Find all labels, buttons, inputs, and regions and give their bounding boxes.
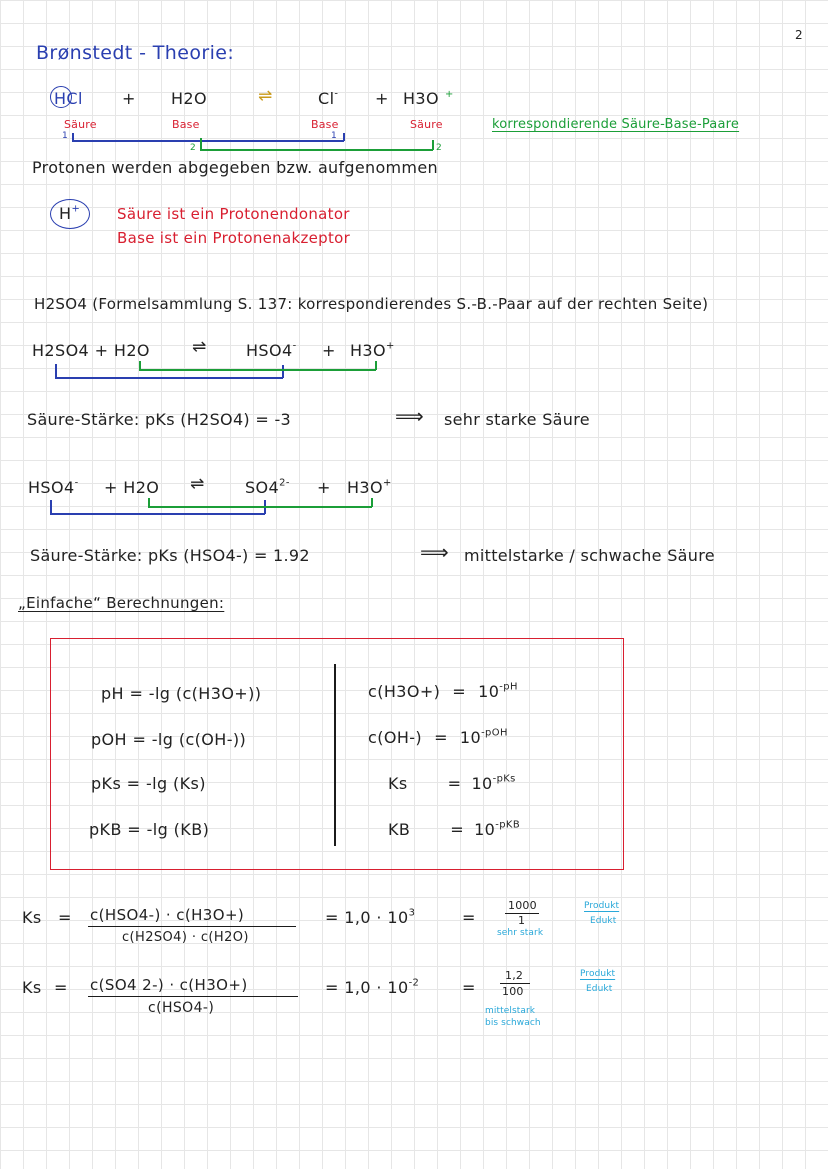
acid-strength-2: Säure-Stärke: pKs (HSO4-) = 1.92 <box>30 546 310 565</box>
reaction1-plus1: + <box>122 89 136 108</box>
page-title: Brønstedt - Theorie: <box>36 42 235 64</box>
reaction1-chloride: Cl- <box>318 88 339 108</box>
strength-result-1: sehr starke Säure <box>444 410 590 429</box>
r3-blue-bar <box>50 513 265 515</box>
r2-blue-tick-left <box>55 364 57 378</box>
calc-heading: „Einfache“ Berechnungen: <box>18 594 225 612</box>
ks1-lhs: Ks <box>22 908 42 927</box>
reaction3-so4: $SO4^{2-}$ <box>245 477 290 497</box>
r2-blue-bar <box>55 377 283 379</box>
base-definition: Base ist ein Protonenakzeptor <box>117 229 351 247</box>
r3-blue-tick-left <box>50 500 52 514</box>
label-base-1: Base <box>172 118 200 131</box>
reaction3-arrow-icon: ⇌ <box>190 474 205 494</box>
ks1-numerator: c(HSO4-) · c(H3O+) <box>90 906 245 924</box>
ks2-fraction-numerator: 1,2 <box>505 969 524 982</box>
formula-ks: $Ks = 10^{-pKs}$ <box>388 773 516 793</box>
corresponding-pairs-label: korrespondierende Säure-Base-Paare <box>492 117 740 132</box>
r3-green-tick-right <box>371 498 373 507</box>
r2-green-bar <box>139 369 376 371</box>
ks2-numerator: c(SO4 2-) · c(H3O+) <box>90 976 248 994</box>
pair-mark-1b: 1 <box>331 131 337 141</box>
formula-pkb: pKB = -lg (KB) <box>89 820 210 839</box>
pair-1-tick-right <box>343 133 345 141</box>
ks2-value: = $1,0 \cdot 10^{-2}$ <box>325 977 420 997</box>
formula-kb: KB = $10^{-pKB}$ <box>388 819 521 839</box>
strength-result-2: mittelstarke / schwache Säure <box>464 546 715 565</box>
reaction2-arrow-icon: ⇌ <box>192 337 207 357</box>
ks2-fraction-line <box>88 996 298 997</box>
ks2-product-label: Produkt <box>580 969 616 979</box>
reaction1-hcl: HCl <box>54 89 83 108</box>
ks1-fraction-denominator: 1 <box>518 914 526 927</box>
pair-mark-2b: 2 <box>436 143 442 153</box>
pair-1-bar <box>72 140 344 142</box>
pair-2-tick-right <box>432 140 434 150</box>
ks2-lhs: Ks <box>22 978 42 997</box>
r2-green-tick-right <box>375 361 377 370</box>
reaction3-hso4: HSO4- <box>28 477 79 497</box>
formula-c-oh: $c(OH-) = 10^{-pOH}$ <box>368 727 508 747</box>
reaction3-plus: + <box>317 478 331 497</box>
reaction1-plus2: + <box>375 89 389 108</box>
label-acid-1: Säure <box>64 118 97 131</box>
pair-2-bar <box>200 149 433 151</box>
reaction2-h3o: H3O+ <box>350 340 395 360</box>
acid-strength-1: Säure-Stärke: pKs (H2SO4) = -3 <box>27 410 291 429</box>
ks1-equals: = <box>58 908 72 927</box>
pair-mark-2: 2 <box>190 143 196 153</box>
implies-arrow-icon-1: ⟹ <box>395 404 425 428</box>
ks2-fraction-denominator: 100 <box>502 985 524 998</box>
formula-ph: pH = -lg (c(H3O+)) <box>101 684 262 703</box>
reaction2-hso4: HSO4- <box>246 340 297 360</box>
reaction3-plus-h2o: + H2O <box>104 478 160 497</box>
page-number: 2 <box>795 28 803 42</box>
proton-text: Protonen werden abgegeben bzw. aufgenommen <box>32 158 438 177</box>
reaction2-left: H2SO4 + H2O <box>32 341 150 360</box>
ks2-strength-note-1: mittelstark <box>485 1006 536 1016</box>
ks2-educt-label: Edukt <box>586 984 613 994</box>
ks1-fraction-line <box>88 926 296 927</box>
ks2-equals-2: = <box>462 978 476 997</box>
pair-mark-1: 1 <box>62 131 68 141</box>
ks1-educt-label: Edukt <box>590 916 617 926</box>
label-base-2: Base <box>311 118 339 131</box>
equilibrium-arrow-icon: ⇌ <box>258 86 273 106</box>
ks1-product-label: Produkt <box>584 901 620 911</box>
formula-pks: pKs = -lg (Ks) <box>91 774 206 793</box>
reaction1-h2o: H2O <box>171 89 208 108</box>
ks2-denominator: c(HSO4-) <box>148 1000 215 1016</box>
acid-definition: Säure ist ein Protonendonator <box>117 205 350 223</box>
reaction3-h3o: H3O+ <box>347 477 392 497</box>
formula-poh: pOH = -lg (c(OH-)) <box>91 730 247 749</box>
label-acid-2: Säure <box>410 118 443 131</box>
r3-green-bar <box>148 506 372 508</box>
reaction1-h3o: H3O + <box>403 88 454 108</box>
ks2-strength-note-2: bis schwach <box>485 1018 541 1028</box>
ks1-fraction-numerator: 1000 <box>508 899 537 912</box>
ks1-equals-2: = <box>462 908 476 927</box>
formula-c-h3o: $c(H3O+) = 10^{-pH}$ <box>368 681 518 701</box>
reaction2-plus: + <box>322 341 336 360</box>
ks1-strength-note: sehr stark <box>497 928 544 938</box>
ks2-equals: = <box>54 978 68 997</box>
ks1-denominator: c(H2SO4) · c(H2O) <box>122 930 249 945</box>
h2so4-note: H2SO4 (Formelsammlung S. 137: korrespondierendes S.-B.-Paar auf der rechten Seite) <box>34 295 709 313</box>
ks1-value: = $1,0 \cdot 10^3$ <box>325 907 416 927</box>
hplus-symbol: H+ <box>59 203 81 223</box>
implies-arrow-icon-2: ⟹ <box>420 540 450 564</box>
r2-blue-tick-right <box>282 365 284 378</box>
ks2-small-fraction-line <box>500 983 530 984</box>
formula-divider <box>334 664 336 846</box>
